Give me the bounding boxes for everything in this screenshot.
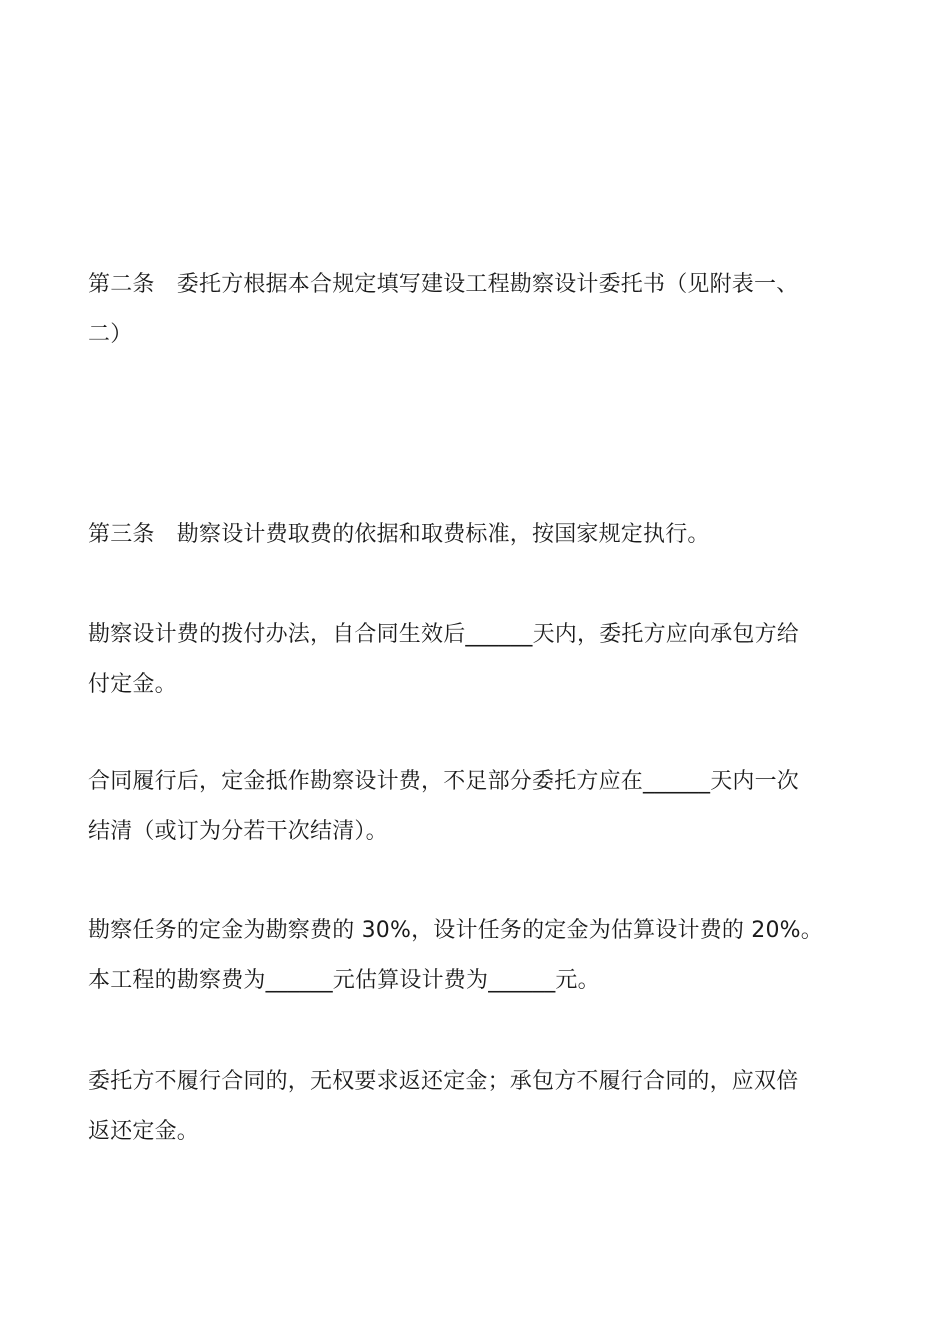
paragraph-line: 二） bbox=[88, 322, 133, 347]
breach-paragraph bbox=[88, 1057, 863, 1157]
paragraph-line: 合同履行后，定金抵作勘察设计费，不足部分委托方应在______天内一次 bbox=[88, 769, 800, 794]
paragraph-line: 勘察设计费的拨付办法，自合同生效后______天内，委托方应向承包方给 bbox=[88, 622, 800, 647]
settlement-paragraph bbox=[88, 757, 863, 857]
paragraph-line: 结清（或订为分若干次结清）。 bbox=[88, 819, 388, 844]
article-2-paragraph bbox=[88, 260, 863, 360]
paragraph-line: 勘察任务的定金为勘察费的 30%，设计任务的定金为估算设计费的 20%。 bbox=[88, 918, 823, 943]
paragraph-line: 本工程的勘察费为______元估算设计费为______元。 bbox=[88, 968, 600, 993]
payment-method-paragraph bbox=[88, 610, 863, 710]
paragraph-line: 返还定金。 bbox=[88, 1119, 200, 1144]
paragraph-line: 第二条 委托方根据本合规定填写建设工程勘察设计委托书（见附表一、 bbox=[88, 272, 799, 297]
paragraph-line: 付定金。 bbox=[88, 672, 177, 697]
article-3-paragraph bbox=[88, 510, 863, 560]
paragraph-line: 第三条 勘察设计费取费的依据和取费标准，按国家规定执行。 bbox=[88, 522, 710, 547]
deposit-paragraph bbox=[88, 906, 863, 1006]
paragraph-line: 委托方不履行合同的，无权要求返还定金；承包方不履行合同的，应双倍 bbox=[88, 1069, 799, 1094]
